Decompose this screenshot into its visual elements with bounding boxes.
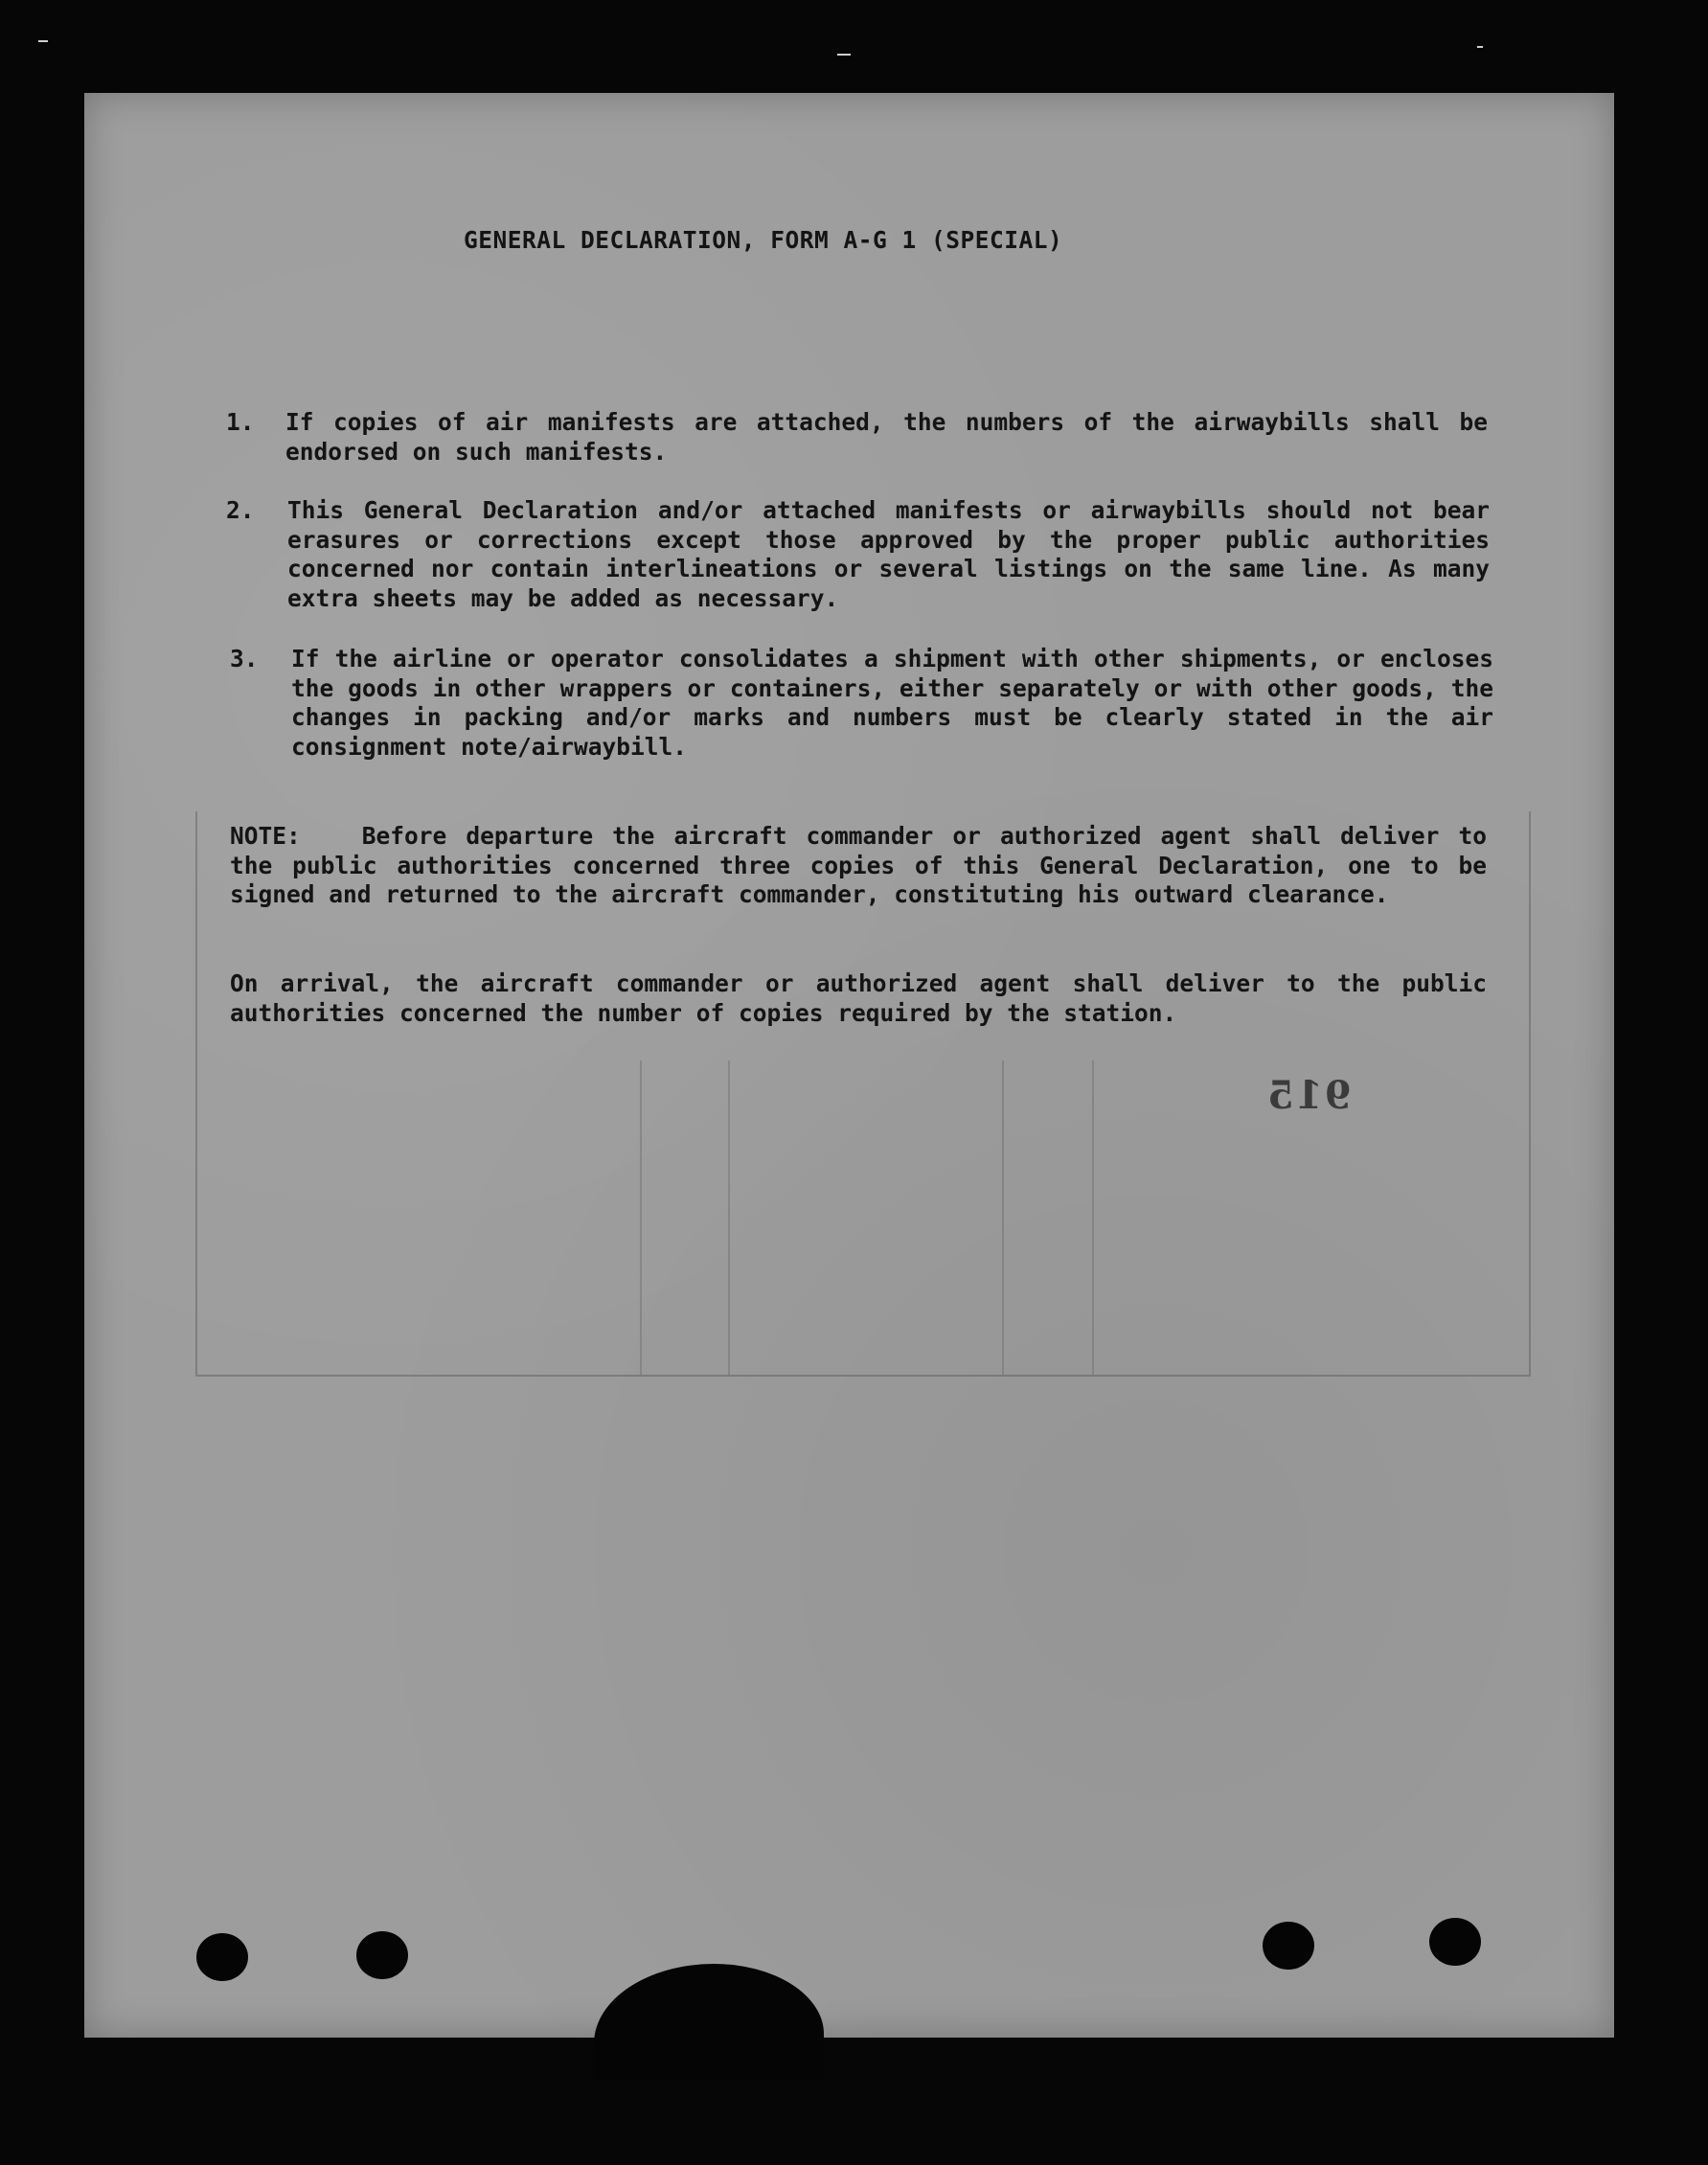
scan-speck: [837, 54, 851, 56]
scan-speck: [1477, 46, 1483, 48]
paper-sheet: [84, 93, 1614, 2038]
punch-hole: [356, 1931, 408, 1979]
punch-hole: [196, 1933, 248, 1981]
scan-speck: [38, 40, 48, 42]
bleed-through-line: [640, 1060, 642, 1375]
document-title: GENERAL DECLARATION, FORM A-G 1 (SPECIAL): [464, 226, 1063, 254]
item-text: If copies of air manifests are attached, the numbers of the airwaybills shall be endorsed on such manifests.: [285, 408, 1488, 466]
arrival-paragraph: On arrival, the aircraft commander or authorized agent shall deliver to the public authorities concerned the number of copies required by the station.: [230, 969, 1487, 1027]
item-text: If the airline or operator consolidates a shipment with other shipments, or encloses the goods in other wrappers or containers, either separately or with other goods, the changes in packing and/or marks and numbers must be clearly stated in the air consignment note/airwaybill.: [291, 645, 1493, 761]
item-number: 3.: [230, 645, 259, 672]
note-text: Before departure the aircraft commander or authorized agent shall deliver to the public authorities concerned three copies of this General Declaration, one to be signed and returned to the aircraft commander, constituting his outward clearance.: [230, 822, 1487, 908]
bleed-through-line: [1092, 1060, 1094, 1375]
bleed-through-line: [728, 1060, 730, 1375]
item-text: This General Declaration and/or attached manifests or airwaybills should not bear erasures or corrections except those approved by the proper public authorities concerned nor contain interlineations or several listings on the same line. As many extra sheets may be added as necessary.: [287, 496, 1490, 612]
item-number: 1.: [226, 408, 255, 436]
item-number: 2.: [226, 496, 255, 524]
bleed-through-line: [1002, 1060, 1004, 1375]
note-paragraph: [230, 822, 1487, 910]
note-label: NOTE:: [230, 822, 301, 850]
punch-hole: [1263, 1922, 1314, 1970]
punch-hole: [1429, 1918, 1481, 1966]
stamped-number: 915: [1265, 1073, 1352, 1118]
